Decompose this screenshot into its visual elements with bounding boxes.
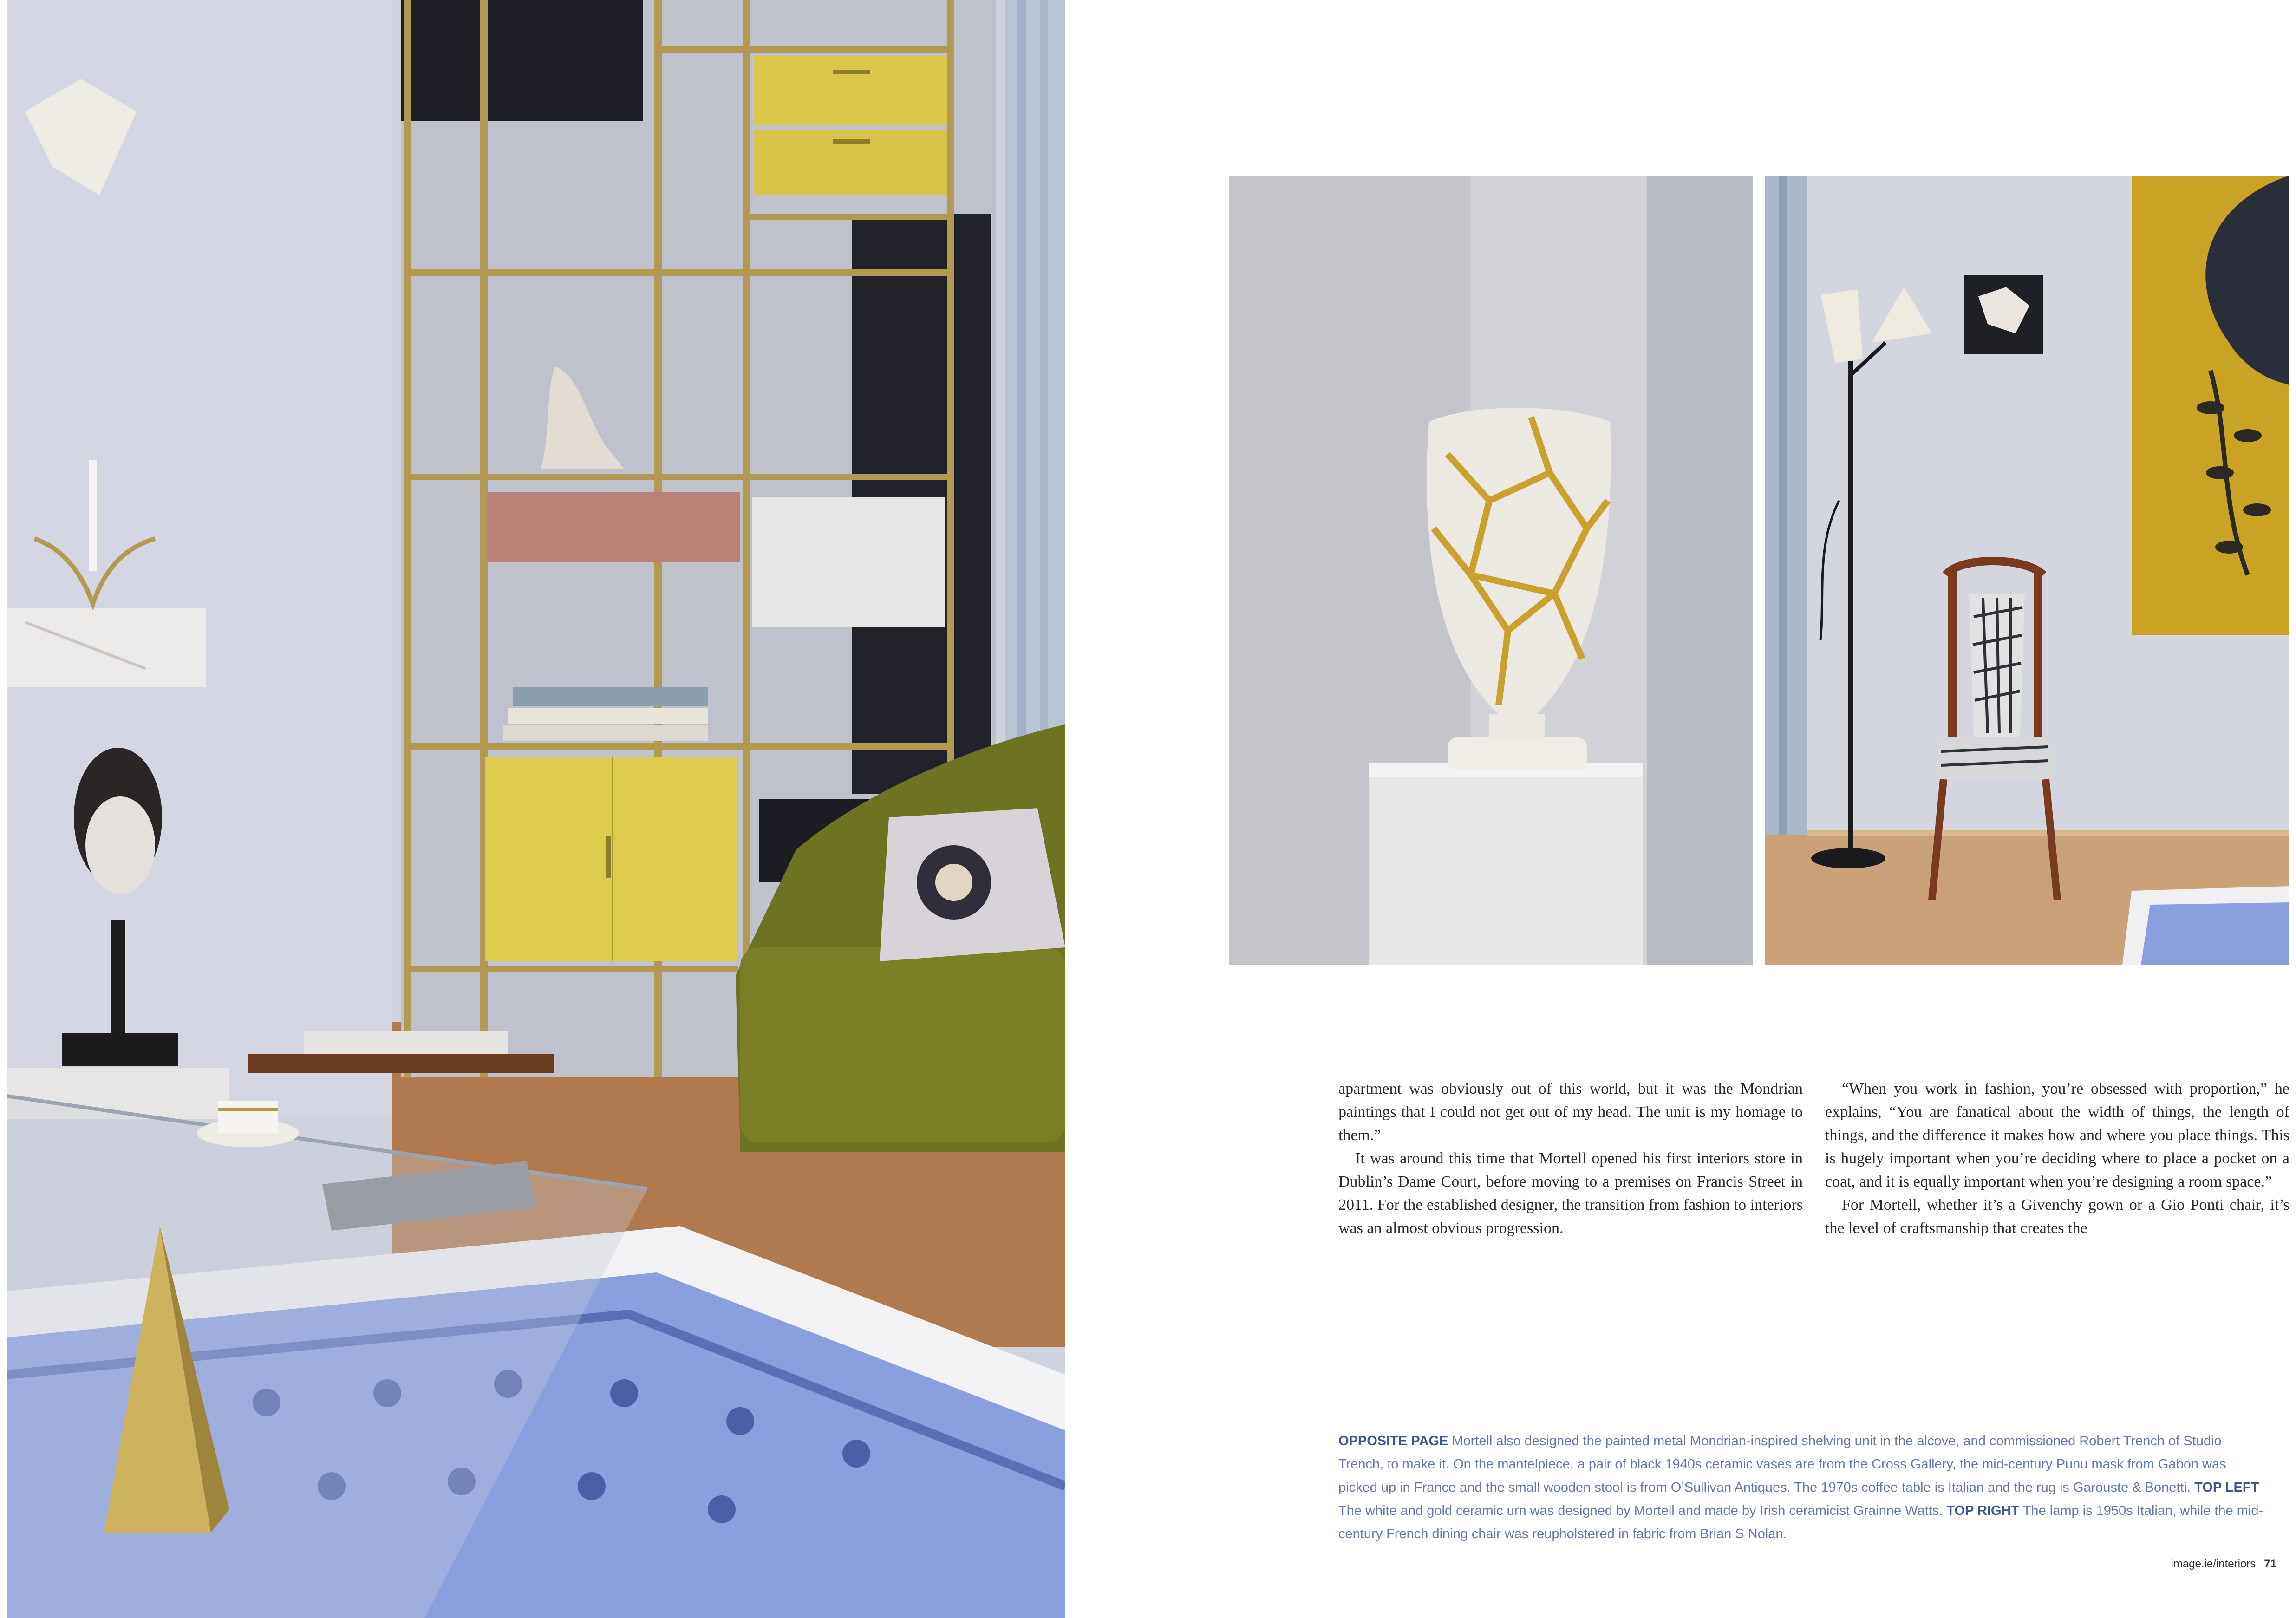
caption-label-top-right: TOP RIGHT	[1946, 1503, 2020, 1518]
page-folio	[2171, 1558, 2276, 1571]
body-paragraph: “When you work in fashion, you’re obsessed with proportion,” he explains, “You are fanatical about the width of things, the length of things, and the difference it makes how and where you place things. This is hugely important when you’re deciding where to place a pocket on a coat, and it is equally important when you’re designing a room space.”	[1825, 1080, 2289, 1190]
caption-text-top-left: The white and gold ceramic urn was designed by Mortell and made by Irish ceramicist Grainne Watts.	[1338, 1503, 1947, 1518]
body-column-2	[1825, 1077, 2289, 1240]
photo-caption	[1338, 1429, 2267, 1546]
caption-label-top-left: TOP LEFT	[2194, 1480, 2259, 1495]
caption-text-top-right: The lamp is 1950s Italian, while the mid-century French dining chair was reupholstered in fabric from Brian S Nolan.	[1338, 1503, 2263, 1541]
caption-text-opposite-page: Mortell also designed the painted metal Mondrian-inspired shelving unit in the alcove, and commissioned Robert Trench of Studio Trench, to make it. On the mantelpiece, a pair of black 1940s ceramic vases are from the Cross Gallery, the mid-century Punu mask from Gabon was picked up in France and the small wooden stool is from O’Sullivan Antiques. The 1970s coffee table is Italian and the rug is Garouste & Bonetti.	[1338, 1434, 2226, 1495]
body-paragraph: apartment was obviously out of this world, but it was the Mondrian paintings that I could not get out of my head. The unit is my homage to them.”	[1338, 1080, 1803, 1144]
body-paragraph: It was around this time that Mortell opened his first interiors store in Dublin’s Dame Court, before moving to a premises on Francis Street in 2011. For the established designer, the transition from fashion to interiors was an almost obvious progression.	[1338, 1150, 1803, 1237]
folio-site: image.ie/interiors	[2171, 1558, 2256, 1570]
living-room-photo	[7, 0, 1065, 1618]
body-column-1	[1338, 1077, 1803, 1240]
body-paragraph: For Mortell, whether it’s a Givenchy gown or a Gio Ponti chair, it’s the level of craftsmanship that creates the	[1825, 1196, 2289, 1237]
caption-label-opposite-page: OPPOSITE PAGE	[1338, 1434, 1448, 1448]
lamp-chair-photo	[1765, 176, 2289, 965]
page-number: 71	[2264, 1558, 2276, 1570]
urn-photo	[1229, 176, 1753, 965]
